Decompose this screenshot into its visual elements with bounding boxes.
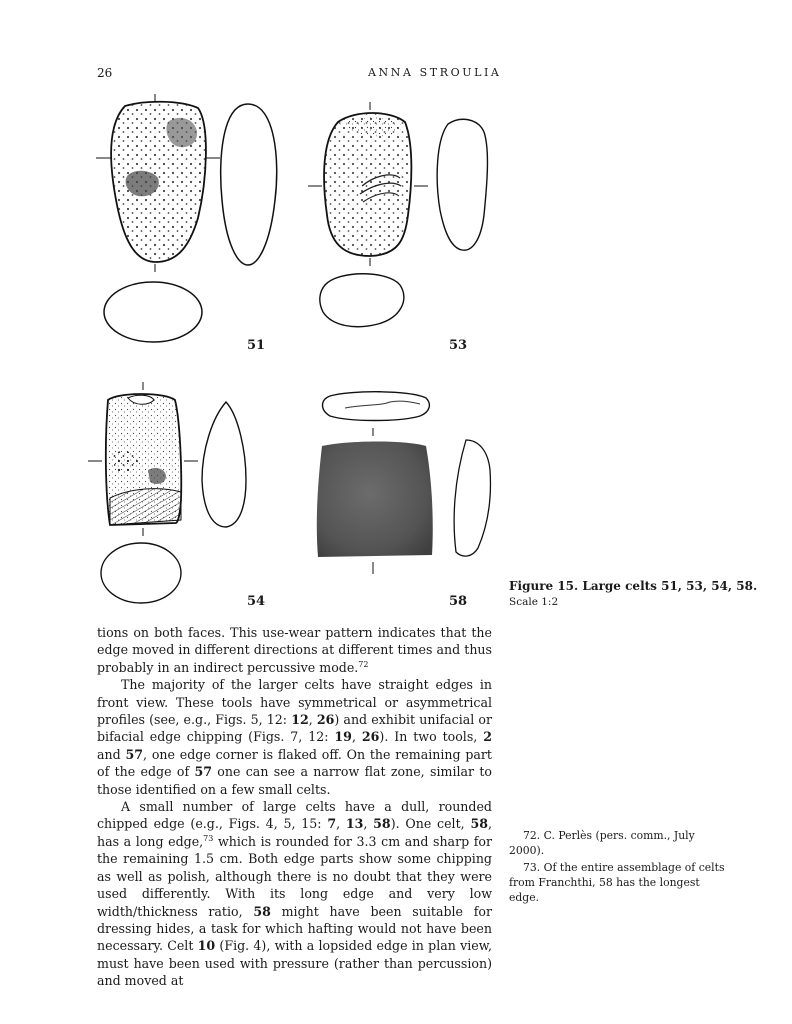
text-run: , (308, 712, 317, 728)
text-run: (Fig. 4), with a lopsided edge in plan view, must have been used with pressure (rather than percussion) and moved at (97, 938, 492, 989)
paragraph-2 (97, 676, 492, 798)
catalog-number: 26 (316, 712, 335, 728)
catalog-number: 26 (361, 729, 380, 745)
catalog-number: 10 (197, 938, 216, 954)
page-number: 26 (97, 66, 113, 80)
text-run: one can see a narrow flat zone, similar to those identified on a few small celts. (97, 764, 492, 797)
celt-54-side-view (202, 402, 246, 527)
figure-label-54: 54 (247, 594, 266, 609)
celt-58-photograph (317, 442, 433, 558)
footnote-72: 72. C. Perlès (pers. comm., July 2000). (509, 829, 695, 857)
celt-54-section-view (101, 543, 181, 603)
celt-51-side-view (221, 104, 277, 265)
text-run: which is rounded for 3.3 cm and sharp for the remaining 1.5 cm. Both edge parts show some chipping as well as polish, although there is no doubt that they were used differently. With its long edge and very low width/thickness ratio, (97, 833, 492, 919)
celt-53-side-view (437, 119, 487, 250)
caption-scale: Scale 1:2 (509, 596, 559, 608)
catalog-number: 57 (125, 746, 144, 762)
footnote-73: 73. Of the entire assemblage of celts from Franchthi, 58 has the longest edge. (509, 861, 725, 904)
text-run: ). In two tools, (379, 729, 484, 745)
footnote-marker: 73 (203, 833, 214, 843)
catalog-number: 58 (373, 816, 391, 832)
text-run: A small number of large celts have a dull, rounded chipped edge (e.g., Figs. 4, 5, 15: (97, 799, 492, 832)
text-run: and (97, 746, 126, 762)
figure-caption (509, 578, 769, 610)
catalog-number: 7 (327, 816, 337, 832)
celt-53-front-view (308, 102, 428, 266)
catalog-number: 2 (483, 729, 492, 745)
paragraph-3 (97, 798, 492, 989)
catalog-number: 57 (194, 764, 212, 780)
celt-54-front-view (88, 382, 198, 536)
text-run: ). One celt, (390, 816, 471, 832)
celt-51-front-view (96, 94, 220, 272)
celt-58-side-view (454, 440, 490, 556)
text-run: , (336, 816, 346, 832)
celt-58-top-view (323, 392, 430, 436)
running-head-author: ANNA STROULIA (368, 66, 502, 79)
text-run: , (351, 729, 362, 745)
catalog-number: 12 (291, 712, 309, 728)
footnotes (509, 828, 729, 907)
caption-title: Figure 15. Large celts 51, 53, 54, 58. (509, 579, 758, 593)
text-run: , (363, 816, 374, 832)
catalog-number: 13 (345, 816, 364, 832)
paragraph-1 (97, 624, 492, 676)
text-run: tions on both faces. This use-wear pattern indicates that the edge moved in different directions at different times and thus probably in an indirect percussive mode. (97, 625, 492, 675)
text-run: , one edge corner is flaked off. On the remaining part of the edge of (97, 746, 492, 780)
text-run: ) and exhibit unifacial or bifacial edge chipping (Figs. 7, 12: (97, 712, 492, 745)
text-run: , has a long edge, (97, 816, 492, 849)
celt-51-section-view (104, 282, 202, 342)
celt-53-section-view (320, 274, 404, 327)
text-run: The majority of the larger celts have straight edges in front view. These tools have symmetrical or asymmetrical profiles (see, e.g., Figs. 5, 12: (97, 677, 492, 728)
figure-label-53: 53 (449, 338, 468, 353)
body-text (97, 624, 492, 990)
catalog-number: 58 (253, 903, 271, 919)
figure-label-58: 58 (449, 594, 468, 609)
catalog-number: 19 (334, 729, 352, 745)
text-run: might have been suitable for dressing hides, a task for which hafting would not have been necessary. Celt (97, 903, 492, 954)
footnote-marker: 72 (358, 659, 369, 669)
figure-label-51: 51 (247, 338, 266, 353)
catalog-number: 58 (470, 816, 488, 832)
